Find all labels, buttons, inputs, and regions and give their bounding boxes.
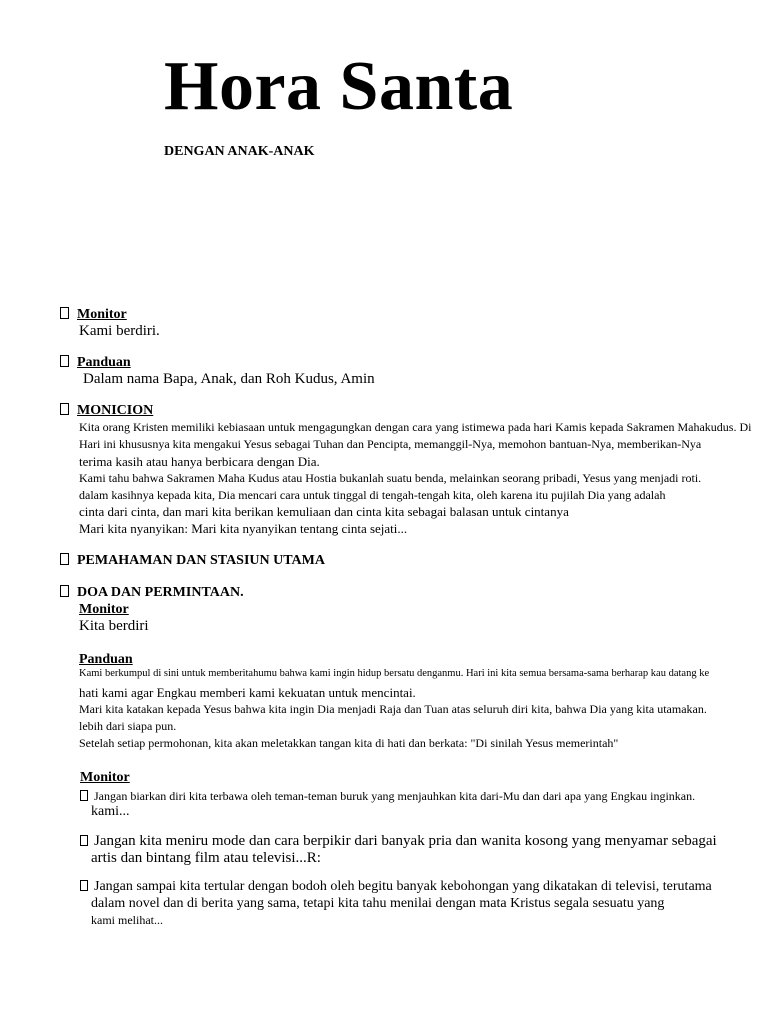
checkbox-icon (80, 790, 88, 801)
monicion-line: Hari ini khususnya kita mengakui Yesus sebagai Tuhan dan Pencipta, memanggil-Nya, memohon bantuan-Nya, memberikan-Nya (79, 437, 702, 451)
section-heading-label: Panduan (77, 355, 131, 370)
checkbox-icon (80, 880, 88, 891)
panduan-line: Mari kita katakan kepada Yesus bahwa kita ingin Dia menjadi Raja dan Tuan atas seluruh diri kita, bahwa Dia yang kita utamakan. (79, 702, 707, 716)
section-monicion-heading (60, 403, 153, 419)
petition-text: Jangan kita meniru mode dan cara berpikir dari banyak pria dan wanita kosong yang menyamar sebagai (94, 833, 717, 849)
section-heading-label: MONICION (77, 403, 154, 418)
section-heading-label: Monitor (77, 307, 127, 322)
section-monitor-text: Kami berdiri. (79, 323, 160, 339)
monicion-line: cinta dari cinta, dan mari kita berikan kemuliaan dan cinta kita sebagai balasan untuk cintanya (79, 504, 569, 519)
petition-item (80, 789, 695, 804)
checkbox-icon (80, 835, 88, 846)
checkbox-icon (60, 355, 69, 367)
monicion-line: Kita orang Kristen memiliki kebiasaan untuk mengagungkan dengan cara yang istimewa pada hari Kamis kepada Sakramen Mahakudus. Di (79, 420, 752, 434)
checkbox-icon (60, 553, 69, 565)
doa-panduan-label: Panduan (79, 652, 133, 667)
petition-text-continued: dalam novel dan di berita yang sama, tetapi kita tahu menilai dengan mata Kristus segala sesuatu yang (91, 896, 665, 911)
panduan-line: Kami berkumpul di sini untuk memberitahumu bahwa kami ingin hidup bersatu denganmu. Hari ini kita semua bersama-sama berharap kau datang ke (79, 668, 710, 679)
petition-text-continued: kami... (91, 804, 130, 819)
section-doa-heading (60, 585, 244, 601)
petition-text-continued: artis dan bintang film atau televisi...R: (91, 850, 321, 866)
section-heading-label: PEMAHAMAN DAN STASIUN UTAMA (77, 553, 325, 568)
doa-monitor2-label: Monitor (80, 770, 130, 785)
monicion-line: terima kasih atau hanya berbicara dengan Dia. (79, 454, 320, 469)
section-panduan-heading (60, 355, 131, 371)
panduan-line: hati kami agar Engkau memberi kami kekuatan untuk mencintai. (79, 685, 416, 700)
petition-text: Jangan biarkan diri kita terbawa oleh teman-teman buruk yang menjauhkan kita dari-Mu dan dari apa yang Engkau inginkan. (94, 789, 696, 803)
monicion-line: dalam kasihnya kepada kita, Dia mencari cara untuk tinggal di tengah-tengah kita, oleh karena itu pujilah Dia yang adalah (79, 488, 666, 502)
checkbox-icon (60, 585, 69, 597)
document-subtitle: DENGAN ANAK-ANAK (164, 144, 315, 159)
document-title: Hora Santa (164, 48, 514, 125)
section-pemahaman-heading (60, 553, 325, 569)
panduan-line: Setelah setiap permohonan, kita akan meletakkan tangan kita di hati dan berkata: "Di sinilah Yesus memerintah" (79, 736, 619, 750)
checkbox-icon (60, 307, 69, 319)
panduan-line: lebih dari siapa pun. (79, 719, 177, 733)
section-monitor-heading (60, 307, 127, 323)
petition-item (80, 879, 712, 895)
checkbox-icon (60, 403, 69, 415)
monicion-line: Kami tahu bahwa Sakramen Maha Kudus atau Hostia bukanlah suatu benda, melainkan seorang pribadi, Yesus yang menjadi roti. (79, 471, 702, 485)
section-panduan-text: Dalam nama Bapa, Anak, dan Roh Kudus, Amin (83, 371, 375, 387)
petition-text-continued: kami melihat... (91, 913, 163, 927)
doa-monitor-label: Monitor (79, 602, 129, 617)
doa-monitor-text: Kita berdiri (79, 618, 149, 634)
petition-item (80, 833, 717, 850)
petition-text: Jangan sampai kita tertular dengan bodoh oleh begitu banyak kebohongan yang dikatakan di televisi, terutama (94, 879, 712, 894)
monicion-line: Mari kita nyanyikan: Mari kita nyanyikan tentang cinta sejati... (79, 521, 408, 536)
section-heading-label: DOA DAN PERMINTAAN. (77, 585, 244, 600)
